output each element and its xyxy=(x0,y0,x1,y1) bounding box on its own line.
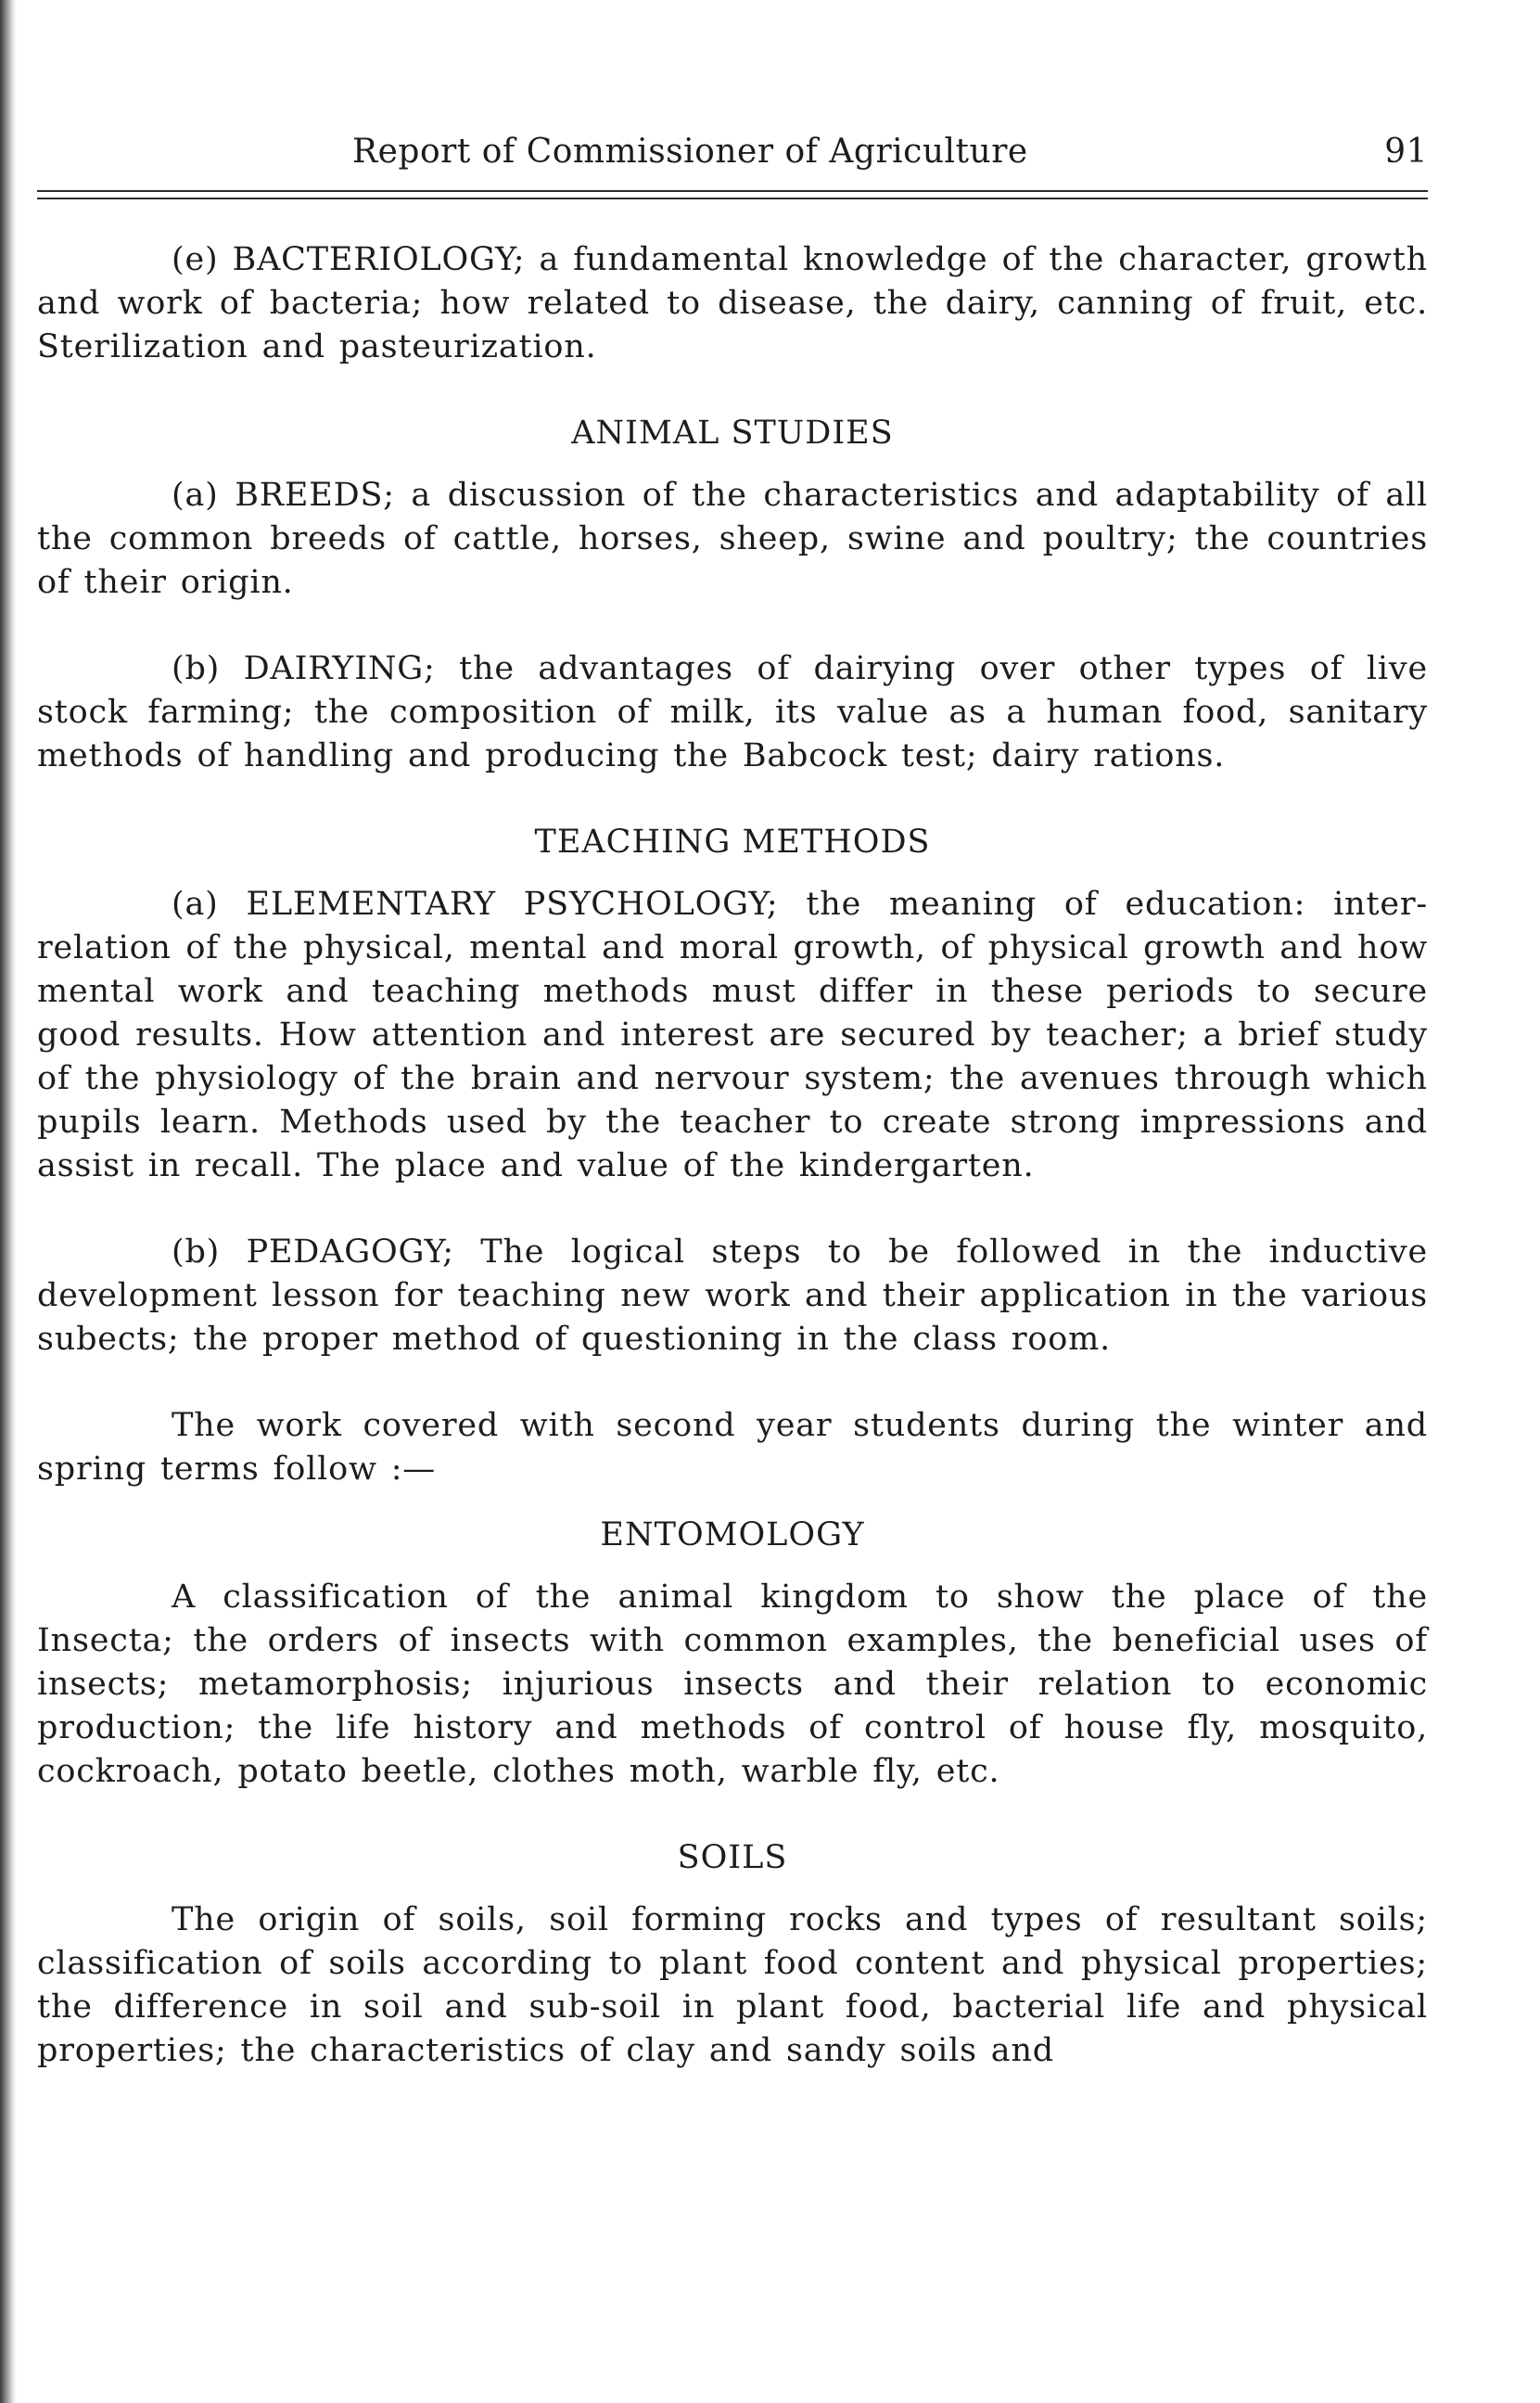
running-title: Report of Commissioner of Agriculture xyxy=(352,133,1028,171)
running-header xyxy=(37,125,1428,181)
page-number: 91 xyxy=(1384,133,1428,171)
paragraph-breeds: (a) BREEDS; a discussion of the characteristics and adaptability of all the common breeds of cattle, horses, sheep, swine and poultry; the countries of their origin. xyxy=(37,477,1428,601)
book-page xyxy=(37,125,1428,2073)
section-heading-teaching-methods: TEACHING METHODS xyxy=(534,824,931,861)
section-heading-entomology: ENTOMOLOGY xyxy=(600,1516,865,1553)
paragraph-pedagogy: (b) PEDAGOGY; The logical steps to be followed in the inductive development lesson for teaching new work and their application in the various subects; the proper method of questioning in the class room. xyxy=(37,1233,1428,1358)
paragraph-bacteriology: (e) BACTERIOLOGY; a fundamental knowledge of the character, growth and work of bacteria; how related to disease, the dairy, canning of fruit, etc. Sterilization and pasteurization. xyxy=(37,241,1428,365)
paragraph-second-year-intro: The work covered with second year students during the winter and spring terms follow :— xyxy=(37,1407,1428,1488)
paragraph-elementary-psychology: (a) ELEMENTARY PSYCHOLOGY; the meaning of education: inter-relation of the physical, mental and moral growth, of physical growth and how mental work and teaching methods must differ in these periods to secure good results. How attention and interest are secured by teacher; a brief study of the physiology of the brain and nervour system; the avenues through which pupils learn. Methods used by the teacher to create strong impressions and assist in recall. The place and value of the kindergarten. xyxy=(37,886,1428,1184)
paragraph-entomology: A classification of the animal kingdom to show the place of the Insecta; the orders of insects with common examples, the beneficial uses of insects; metamorphosis; injurious insects and their relation to economic production; the life history and methods of control of house fly, mosquito, cockroach, potato beetle, clothes moth, warble fly, etc. xyxy=(37,1579,1428,1790)
paragraph-dairying: (b) DAIRYING; the advantages of dairying over other types of live stock farming; the composition of milk, its value as a human food, sanitary methods of handling and producing the Babcock test; dairy rations. xyxy=(37,650,1428,774)
page-binding-shadow xyxy=(0,0,17,2403)
section-heading-animal-studies: ANIMAL STUDIES xyxy=(571,415,894,452)
paragraph-soils: The origin of soils, soil forming rocks and types of resultant soils; classification of soils according to plant food content and physical properties; the difference in soil and sub-soil in plant food, bacterial life and physical properties; the characteristics of clay and sandy soils and xyxy=(37,1901,1428,2069)
section-heading-soils: SOILS xyxy=(677,1839,788,1876)
header-double-rule xyxy=(37,190,1428,199)
